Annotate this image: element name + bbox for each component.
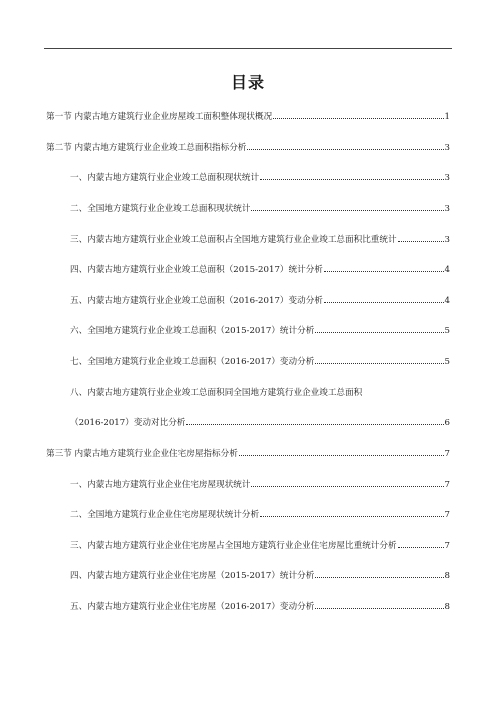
toc-page-number: 5 (444, 357, 450, 367)
toc-leader-dots (398, 547, 444, 548)
toc-page-number: 3 (444, 143, 450, 153)
toc-page-number: 1 (444, 112, 450, 122)
toc-leader-dots (239, 455, 444, 456)
toc-leader-dots (260, 516, 443, 517)
toc-leader-dots (260, 179, 443, 180)
toc-leader-dots (324, 302, 444, 303)
toc-page-number: 7 (444, 480, 450, 490)
toc-entry-label: 五、内蒙古地方建筑行业企业竣工总面积（2016-2017）变动分析 (70, 296, 323, 306)
header-rule (44, 48, 452, 49)
page-title: 目录 (230, 73, 265, 92)
toc-entry-3-3[interactable] (70, 540, 450, 552)
toc-entry-2-8-line2[interactable] (70, 417, 450, 429)
toc-entry-2-6[interactable] (70, 325, 450, 337)
toc-leader-dots (273, 118, 443, 119)
toc-entry-3-1[interactable] (70, 479, 450, 491)
toc-page-number: 7 (444, 510, 450, 520)
toc-entry-2-4[interactable] (70, 264, 450, 276)
toc-entry-label: 四、内蒙古地方建筑行业企业住宅房屋（2015-2017）统计分析 (70, 571, 315, 581)
toc-leader-dots (398, 241, 444, 242)
toc-entry-label: 二、全国地方建筑行业企业竣工总面积现状统计 (70, 204, 251, 214)
toc-page-number: 8 (444, 571, 450, 581)
toc-leader-dots (315, 577, 443, 578)
toc-leader-dots (247, 149, 443, 150)
toc-entry-label: 一、内蒙古地方建筑行业企业竣工总面积现状统计 (70, 173, 260, 183)
toc-entry-2-1[interactable] (70, 172, 450, 184)
toc-entry-3-4[interactable] (70, 570, 450, 582)
toc-entry-label: 第二节 内蒙古地方建筑行业企业竣工总面积指标分析 (46, 143, 247, 153)
toc-entry-section-1[interactable] (46, 111, 450, 123)
toc-entry-label: （2016-2017）变动对比分析 (70, 418, 186, 428)
toc-entry-label: 八、内蒙古地方建筑行业企业竣工总面积同全国地方建筑行业企业竣工总面积 (70, 388, 363, 398)
toc-entry-3-2[interactable] (70, 509, 450, 521)
toc-entry-label: 四、内蒙古地方建筑行业企业竣工总面积（2015-2017）统计分析 (70, 265, 323, 275)
toc-page-number: 3 (444, 235, 450, 245)
toc-leader-dots (251, 210, 443, 211)
toc-entry-label: 三、内蒙古地方建筑行业企业竣工总面积占全国地方建筑行业企业竣工总面积比重统计 (70, 235, 397, 245)
toc-leader-dots (324, 271, 444, 272)
toc-page-number: 4 (444, 265, 450, 275)
toc-entry-label: 五、内蒙古地方建筑行业企业住宅房屋（2016-2017）变动分析 (70, 602, 315, 612)
toc-entry-label: 三、内蒙古地方建筑行业企业住宅房屋占全国地方建筑行业企业住宅房屋比重统计分析 (70, 541, 397, 551)
toc-leader-dots (315, 608, 443, 609)
toc-entry-label: 第一节 内蒙古地方建筑行业企业房屋竣工面积整体现状概况 (46, 112, 273, 122)
toc-entry-2-7[interactable] (70, 356, 450, 368)
toc-page-number: 8 (444, 602, 450, 612)
toc-entry-section-2[interactable] (46, 142, 450, 154)
toc-page-number: 6 (444, 418, 450, 428)
toc-page-number: 4 (444, 296, 450, 306)
toc-entry-label: 六、全国地方建筑行业企业竣工总面积（2015-2017）统计分析 (70, 326, 315, 336)
toc-entry-section-3[interactable] (46, 448, 450, 460)
toc-leader-dots (186, 424, 443, 425)
toc-page-number: 3 (444, 173, 450, 183)
toc-leader-dots (315, 363, 443, 364)
toc-page-number: 3 (444, 204, 450, 214)
toc-entry-3-5[interactable] (70, 601, 450, 613)
toc-entry-label: 第三节 内蒙古地方建筑行业企业住宅房屋指标分析 (46, 449, 238, 459)
toc-entry-label: 二、全国地方建筑行业企业住宅房屋现状统计分析 (70, 510, 260, 520)
toc-page-number: 5 (444, 326, 450, 336)
toc-entry-label: 七、全国地方建筑行业企业竣工总面积（2016-2017）变动分析 (70, 357, 315, 367)
toc-entry-2-2[interactable] (70, 203, 450, 215)
toc-entry-label: 一、内蒙古地方建筑行业企业住宅房屋现状统计 (70, 480, 251, 490)
toc-leader-dots (315, 332, 443, 333)
toc-page-number: 7 (444, 541, 450, 551)
toc-page-number: 7 (444, 449, 450, 459)
toc-entry-2-8-line1[interactable] (70, 387, 450, 399)
toc-entry-2-3[interactable] (70, 234, 450, 246)
toc-entry-2-5[interactable] (70, 295, 450, 307)
toc-leader-dots (251, 486, 443, 487)
